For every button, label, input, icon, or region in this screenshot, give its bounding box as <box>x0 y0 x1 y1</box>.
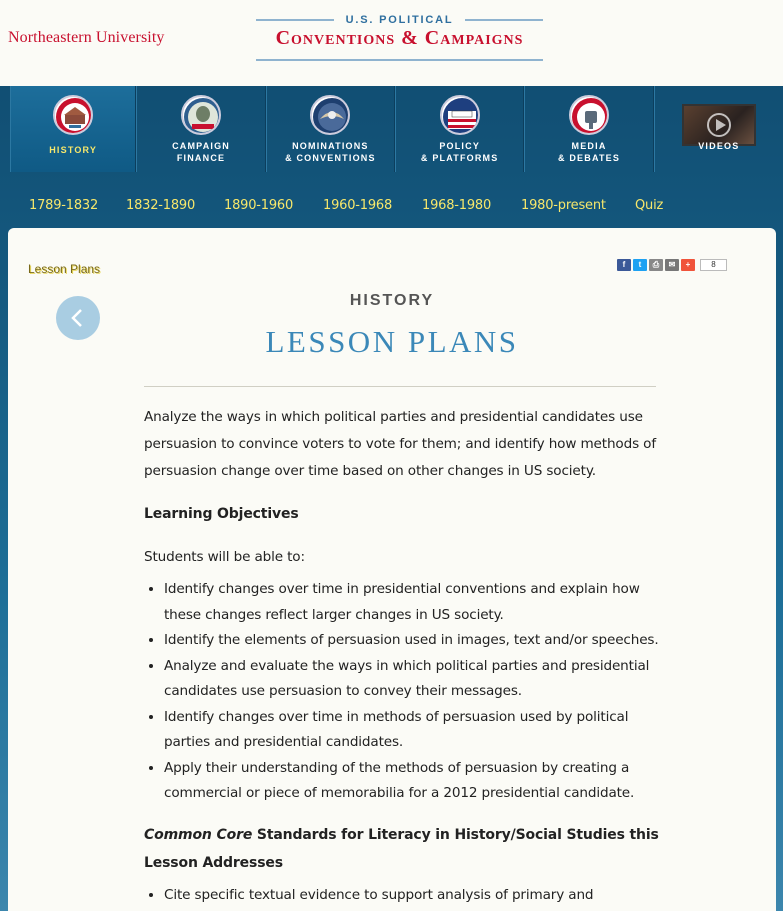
list-item: • Identify changes over time in methods of persuasion used by political parties and presidential candidates. <box>164 705 664 756</box>
eagle-badge-icon <box>310 95 350 135</box>
twitter-icon[interactable]: t <box>633 259 647 271</box>
podium-badge-icon <box>569 95 609 135</box>
share-bar <box>617 259 727 273</box>
list-item: • Apply their understanding of the methods of persuasion by creating a commercial or piece of memorabilia for a 2012 presidential candidate. <box>164 756 664 807</box>
print-icon[interactable]: ⎙ <box>649 259 663 271</box>
logo-rule-bottom <box>256 59 543 61</box>
era-link-1890-1960[interactable]: 1890-1960 <box>224 198 294 213</box>
email-icon[interactable]: ✉ <box>665 259 679 271</box>
flag-badge-icon <box>440 95 480 135</box>
section-kicker: HISTORY <box>349 292 435 309</box>
article-body <box>144 404 664 911</box>
era-nav <box>0 186 783 226</box>
nav-label: NOMINATIONS & CONVENTIONS <box>285 141 376 163</box>
list-item: • Identify changes over time in presidential conventions and explain how these changes reflect larger changes in US society. <box>164 577 664 628</box>
nav-item-policy-platforms[interactable] <box>395 86 524 172</box>
quiz-link[interactable]: Quiz <box>635 198 664 213</box>
nav-label: VIDEOS <box>698 141 740 151</box>
facebook-icon[interactable]: f <box>617 259 631 271</box>
common-core-heading: Common Core Standards for Literacy in History/Social Studies this Lesson Addresses <box>144 826 659 871</box>
objectives-lead: Students will be able to: <box>144 549 305 565</box>
page-title: LESSON PLANS <box>265 324 519 359</box>
logo-subtitle: U.S. POLITICAL <box>345 14 454 26</box>
video-play-icon <box>684 106 754 144</box>
content-panel <box>8 228 776 911</box>
objectives-list <box>164 577 664 807</box>
nav-label: POLICY & PLATFORMS <box>420 141 499 163</box>
list-item: • Analyze and evaluate the ways in which political parties and presidential candidates use persuasion to convey their messages. <box>164 654 664 705</box>
era-link-1789-1832[interactable]: 1789-1832 <box>29 198 99 213</box>
list-item: • Cite specific textual evidence to support analysis of primary and <box>164 883 664 909</box>
site-logo[interactable] <box>256 14 543 63</box>
nav-item-campaign-finance[interactable] <box>136 86 265 172</box>
objectives-heading: Learning Objectives <box>144 506 299 522</box>
nav-item-history[interactable] <box>10 86 136 172</box>
logo-title: Conventions & Campaigns <box>275 27 524 49</box>
list-item: • Identify the elements of persuasion used in images, text and/or speeches. <box>164 628 664 654</box>
share-count: 8 <box>700 259 727 271</box>
era-link-1960-1968[interactable]: 1960-1968 <box>323 198 393 213</box>
era-link-1832-1890[interactable]: 1832-1890 <box>126 198 196 213</box>
capitol-badge-icon <box>53 95 93 135</box>
era-link-1980-present[interactable]: 1980-present <box>521 198 606 213</box>
title-divider <box>144 386 656 387</box>
dollar-badge-icon <box>181 95 221 135</box>
main-nav <box>10 86 783 172</box>
breadcrumb[interactable]: Lesson Plans <box>28 262 101 276</box>
northeastern-logo[interactable]: Northeastern University <box>8 29 165 46</box>
more-share-icon[interactable]: + <box>681 259 695 271</box>
nav-item-videos[interactable] <box>654 86 783 172</box>
nav-item-media-debates[interactable] <box>524 86 653 172</box>
nav-label: MEDIA & DEBATES <box>557 141 621 163</box>
era-link-1968-1980[interactable]: 1968-1980 <box>422 198 492 213</box>
intro-paragraph: Analyze the ways in which political parties and presidential candidates use persuasion to convince voters to vote for them; and identify how methods of persuasion change over time based on other changes in US society. <box>144 409 656 479</box>
nav-label: CAMPAIGN FINANCE <box>172 141 230 163</box>
common-core-list <box>164 883 664 909</box>
nav-label: HISTORY <box>49 145 98 155</box>
nav-item-nominations-conventions[interactable] <box>266 86 395 172</box>
